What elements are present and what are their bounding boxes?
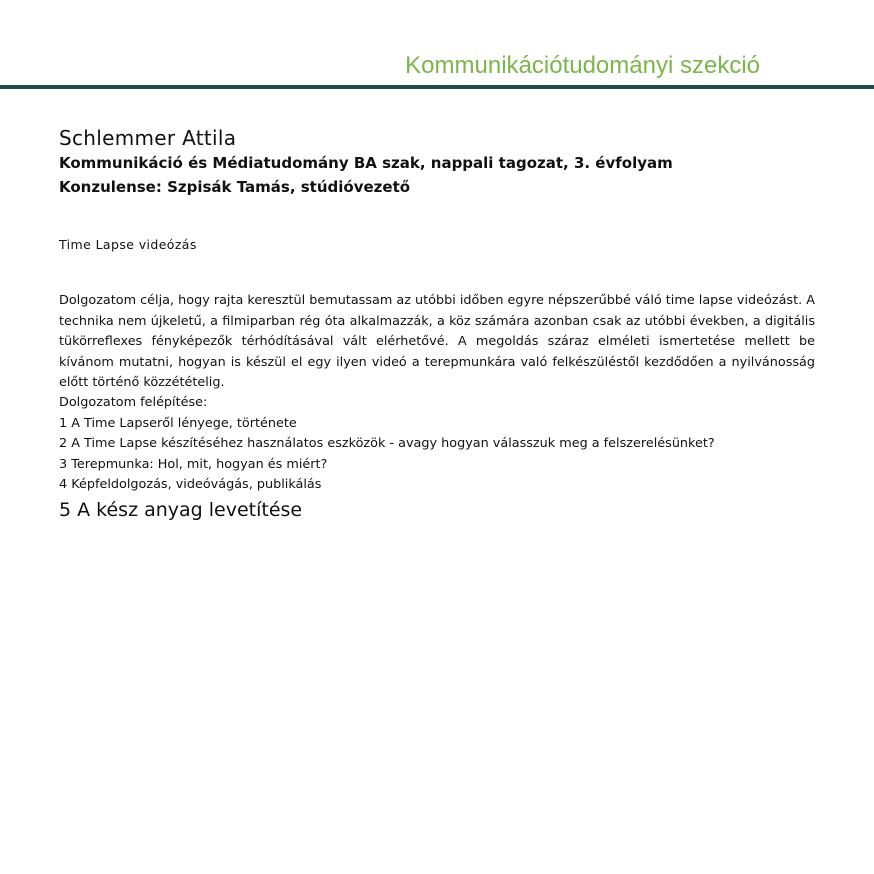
thesis-topic: Time Lapse videózás <box>59 237 197 252</box>
study-program: Kommunikáció és Médiatudomány BA szak, nappali tagozat, 3. évfolyam <box>59 154 673 172</box>
outline-item-2: 2 A Time Lapse készítéséhez használatos eszközök - avagy hogyan válasszuk meg a felszerelésünket? <box>59 436 715 451</box>
abstract-paragraph: Dolgozatom célja, hogy rajta keresztül bemutassam az utóbbi időben egyre népszerűbbé váló time lapse videózást. A technika nem újkeletű, a filmiparban rég óta alkalmazzák, a köz számára azonban csak az utóbbi években, a digitális tükörreflexes fényképezők térhódításával vált elérhetővé. A megoldás száraz elméleti ismertetése mellett be kívánom mutatni, hogyan is készül el egy ilyen videó a terepmunkára való felkészüléstől kezdődően a nyilvánosság előtt történő közzétételig. <box>59 293 815 390</box>
section-title: Kommunikációtudományi szekció <box>405 52 760 79</box>
author-name: Schlemmer Attila <box>59 126 237 150</box>
outline-item-1: 1 A Time Lapseről lényege, története <box>59 415 297 431</box>
supervisor: Konzulense: Szpisák Tamás, stúdióvezető <box>59 178 411 196</box>
outline-item-4: 4 Képfeldolgozás, videóvágás, publikálás <box>59 477 322 492</box>
outline-section <box>59 393 819 524</box>
outline-item-3: 3 Terepmunka: Hol, mit, hogyan és miért? <box>59 456 328 472</box>
outline-heading: Dolgozatom felépítése: <box>59 395 208 410</box>
header-divider <box>0 85 874 89</box>
outline-item-5: 5 A kész anyag levetítése <box>59 498 303 521</box>
